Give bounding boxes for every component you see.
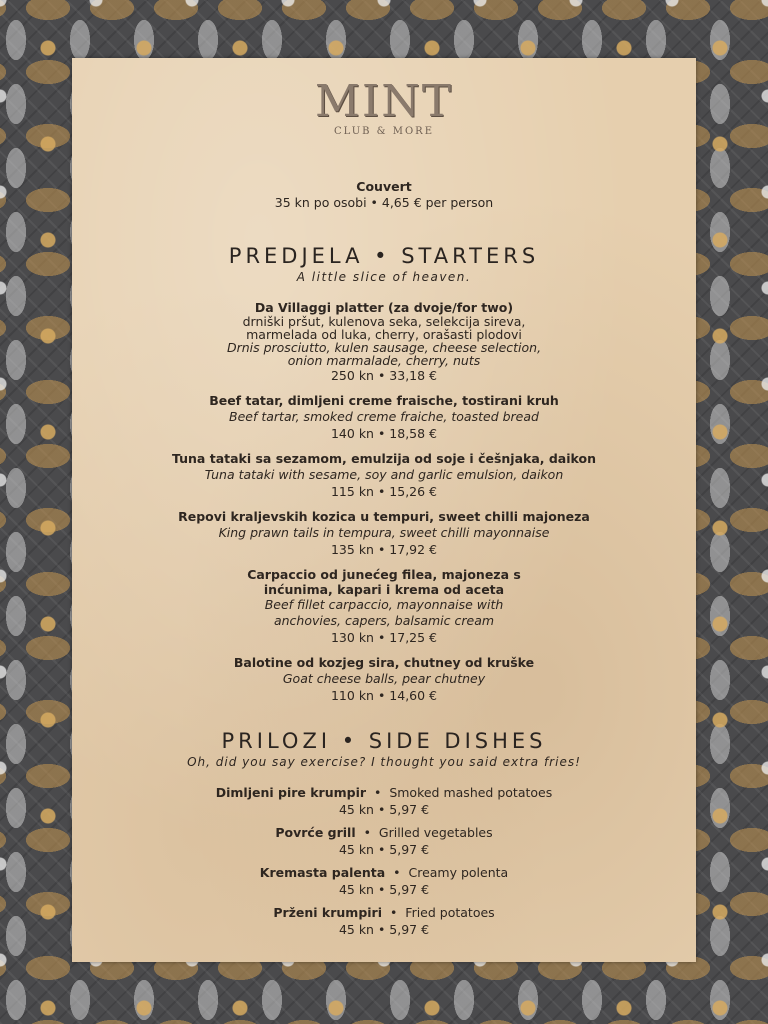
item-name: Da Villaggi platter (za dvoje/for two): [254, 300, 514, 315]
item-desc-en: onion marmalade, cherry, nuts: [287, 353, 481, 368]
item-name-hr: Povrće grill: [275, 825, 356, 840]
menu-item: [72, 655, 696, 704]
starters-heading: [72, 244, 696, 285]
menu-page: [72, 58, 696, 962]
item-name-en: • Grilled vegetables: [355, 825, 493, 840]
item-name-hr: Kremasta palenta: [259, 865, 386, 880]
item-name: Balotine od kozjeg sira, chutney od kruške: [233, 655, 535, 670]
item-desc-hr: drniški pršut, kulenova seka, selekcija sireva,: [242, 314, 526, 329]
couvert-title: Couvert: [356, 179, 412, 194]
item-name-hr: Prženi krumpiri: [273, 905, 383, 920]
item-price: 45 kn • 5,97 €: [338, 922, 430, 937]
item-desc-en: Tuna tataki with sesame, soy and garlic emulsion, daikon: [204, 467, 564, 482]
sides-heading: [72, 729, 696, 770]
couvert-price: 35 kn po osobi • 4,65 € per person: [274, 195, 494, 210]
logo: [72, 76, 696, 137]
item-desc-hr: marmelada od luka, cherry, orašasti plodovi: [246, 327, 522, 342]
item-name-hr: Dimljeni pire krumpir: [215, 785, 367, 800]
item-price: 110 kn • 14,60 €: [330, 688, 438, 703]
item-name: [72, 784, 696, 801]
couvert-section: [72, 179, 696, 211]
item-price: 115 kn • 15,26 €: [330, 484, 438, 499]
section-tagline: A little slice of heaven.: [296, 270, 472, 284]
item-price: 130 kn • 17,25 €: [330, 630, 438, 645]
section-tagline: Oh, did you say exercise? I thought you said extra fries!: [187, 755, 581, 769]
item-name: [72, 864, 696, 881]
item-name: Tuna tataki sa sezamom, emulzija od soje i češnjaka, daikon: [171, 451, 596, 466]
menu-item: [72, 864, 696, 898]
item-name-en: • Fried potatoes: [382, 905, 495, 920]
item-name: [72, 904, 696, 921]
item-price: 135 kn • 17,92 €: [330, 542, 438, 557]
item-price: 140 kn • 18,58 €: [330, 426, 438, 441]
menu-item: [72, 567, 696, 646]
menu-item: [72, 451, 696, 500]
item-name: Carpaccio od junećeg filea, majoneza s inćunima, kapari i krema od aceta: [247, 567, 521, 597]
menu-item: [72, 784, 696, 818]
item-desc-en: King prawn tails in tempura, sweet chilli mayonnaise: [218, 525, 550, 540]
menu-item: [72, 393, 696, 442]
item-name: Repovi kraljevskih kozica u tempuri, sweet chilli majoneza: [178, 509, 590, 524]
item-desc-en: Goat cheese balls, pear chutney: [282, 671, 486, 686]
item-price: 250 kn • 33,18 €: [330, 368, 438, 383]
menu-item: [72, 824, 696, 858]
item-price: 45 kn • 5,97 €: [338, 802, 430, 817]
section-title: PRILOZI • SIDE DISHES: [221, 729, 547, 753]
item-desc-en: Drnis prosciutto, kulen sausage, cheese selection,: [226, 340, 542, 355]
menu-item: [72, 904, 696, 938]
item-name: [72, 824, 696, 841]
item-price: 45 kn • 5,97 €: [338, 882, 430, 897]
item-name-en: • Smoked mashed potatoes: [366, 785, 553, 800]
item-name: Beef tatar, dimljeni creme fraische, tostirani kruh: [209, 393, 559, 408]
item-name-en: • Creamy polenta: [385, 865, 509, 880]
logo-main: MINT: [314, 76, 454, 127]
menu-item: [72, 509, 696, 558]
section-title: PREDJELA • STARTERS: [228, 244, 540, 268]
starters-list: [72, 300, 696, 713]
logo-subtitle: CLUB & MORE: [333, 126, 435, 137]
item-desc-en: Beef fillet carpaccio, mayonnaise with: [264, 597, 504, 612]
sides-list: [72, 784, 696, 944]
item-price: 45 kn • 5,97 €: [338, 842, 430, 857]
item-desc-en: anchovies, capers, balsamic cream: [273, 613, 495, 628]
menu-item: [72, 300, 696, 384]
item-desc-en: Beef tartar, smoked creme fraiche, toasted bread: [229, 409, 539, 424]
